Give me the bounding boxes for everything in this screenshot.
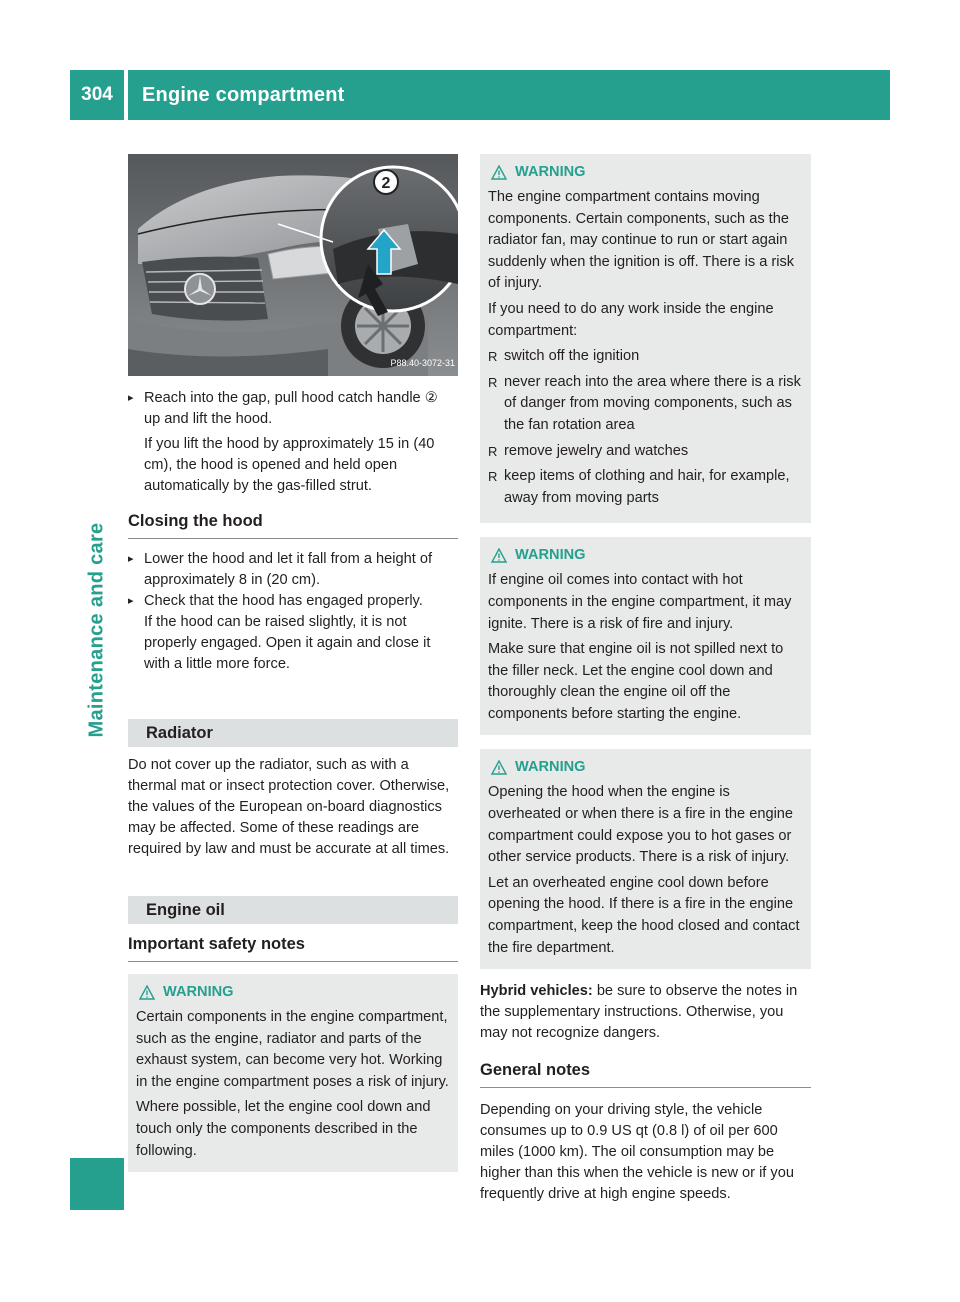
- warning-triangle-icon: [491, 760, 507, 775]
- warning-text: Let an overheated engine cool down before opening the hood. If there is a fire in the engine compartment, keep the hood closed and contact the fire department.: [488, 874, 800, 956]
- warning-triangle-icon: [139, 985, 155, 1000]
- warning-hot-components: [128, 974, 458, 1172]
- left-column: [128, 154, 458, 1172]
- warning-title: WARNING: [139, 982, 450, 1003]
- warning-text: Make sure that engine oil is not spilled next to the filler neck. Let the engine cool down and thoroughly clean the engine oil off the components before starting the engine.: [488, 641, 784, 722]
- step-open-hood: [128, 388, 458, 497]
- list-item: R switch off the ignition: [488, 346, 803, 368]
- warning-triangle-icon: [491, 165, 507, 180]
- step-check-hood: [128, 591, 458, 675]
- hybrid-label: Hybrid vehicles:: [480, 983, 593, 1000]
- step-note: If you lift the hood by approximately 15 in (40 cm), the hood is opened and held open automatically by the gas-filled strut.: [144, 436, 435, 494]
- step-arrow-icon: ▸: [128, 553, 134, 565]
- hybrid-note: [480, 981, 811, 1044]
- warning-text: The engine compartment contains moving components. Certain components, such as the radiator fan, may continue to run or start again suddenly when the ignition is off. There is a risk of injury.: [488, 189, 795, 292]
- step-note: If the hood can be raised slightly, it is not properly engaged. Open it again and close it with a little more force.: [144, 614, 431, 672]
- list-item: R remove jewelry and watches: [488, 441, 803, 463]
- list-item: R never reach into the area where there is a risk of danger from moving components, such as the fan rotation area: [488, 373, 801, 433]
- step-text: Reach into the gap, pull hood catch handle: [144, 390, 421, 406]
- bullet-icon: R: [488, 469, 498, 485]
- callout-2: 2: [381, 175, 391, 192]
- radiator-text: Do not cover up the radiator, such as with a thermal mat or insect protection cover. Otherwise, the values of the European on-board diagnostics may be affected. Some of these readings are required by law and must be accurate at all times.: [128, 757, 450, 857]
- general-notes-heading: General notes: [480, 1060, 811, 1088]
- warning-title: WARNING: [491, 757, 803, 778]
- warning-text: Certain components in the engine compartment, such as the engine, radiator and parts of the exhaust system, can become very hot. Working in the engine compartment poses a risk of injury.: [136, 1009, 449, 1090]
- step-text-cont: up and lift the hood.: [144, 411, 273, 427]
- warning-title: WARNING: [491, 545, 803, 566]
- safety-notes-heading: Important safety notes: [128, 934, 458, 962]
- warning-list: [488, 346, 803, 509]
- right-column: [480, 154, 811, 1205]
- callout-ref: ②: [424, 390, 438, 406]
- step-text: Check that the hood has engaged properly.: [144, 593, 423, 609]
- list-item: R keep items of clothing and hair, for example, away from moving parts: [488, 468, 790, 506]
- warning-text: Where possible, let the engine cool down and touch only the components described in the following.: [136, 1099, 431, 1159]
- engine-oil-heading: Engine oil: [128, 896, 458, 924]
- general-notes-text: Depending on your driving style, the vehicle consumes up to 0.9 US qt (0.8 l) of oil per 600 miles (1000 km). The oil consumption may be higher than this when the vehicle is new or if you frequently drive at high engine speeds.: [480, 1102, 794, 1203]
- side-tab-marker: [70, 1158, 124, 1210]
- section-title: Engine compartment: [128, 70, 890, 120]
- hood-catch-illustration: [128, 154, 458, 376]
- bullet-icon: R: [488, 374, 498, 390]
- bullet-icon: R: [488, 349, 498, 365]
- side-tab: [70, 130, 124, 1210]
- warning-engine-oil-fire: [480, 537, 811, 735]
- car-front-drawing: [128, 154, 458, 376]
- step-text: Lower the hood and let it fall from a height of approximately 8 in (20 cm).: [144, 551, 432, 588]
- radiator-heading: Radiator: [128, 719, 458, 747]
- warning-title: WARNING: [491, 162, 803, 183]
- side-tab-label: Maintenance and care: [85, 522, 108, 738]
- page-number: 304: [70, 70, 124, 120]
- warning-text: If you need to do any work inside the engine compartment:: [488, 300, 774, 339]
- step-arrow-icon: ▸: [128, 595, 134, 607]
- warning-moving-components: [480, 154, 811, 523]
- warning-text: Opening the hood when the engine is overheated or when there is a fire in the engine compartment could expose you to hot gases or other service products. There is a risk of injury.: [488, 784, 794, 866]
- warning-triangle-icon: [491, 548, 507, 563]
- warning-overheated-engine: [480, 749, 811, 969]
- bullet-icon: R: [488, 443, 498, 459]
- hybrid-text: be sure to observe the notes in the supplementary instructions. Otherwise, you may not recognize dangers.: [480, 983, 798, 1042]
- step-arrow-icon: ▸: [128, 392, 134, 404]
- figure-id: P88.40-3072-31: [390, 358, 455, 368]
- warning-text: If engine oil comes into contact with hot components in the engine compartment, it may ignite. There is a risk of fire and injury.: [488, 572, 792, 632]
- closing-hood-heading: Closing the hood: [128, 511, 458, 539]
- step-lower-hood: [128, 549, 458, 591]
